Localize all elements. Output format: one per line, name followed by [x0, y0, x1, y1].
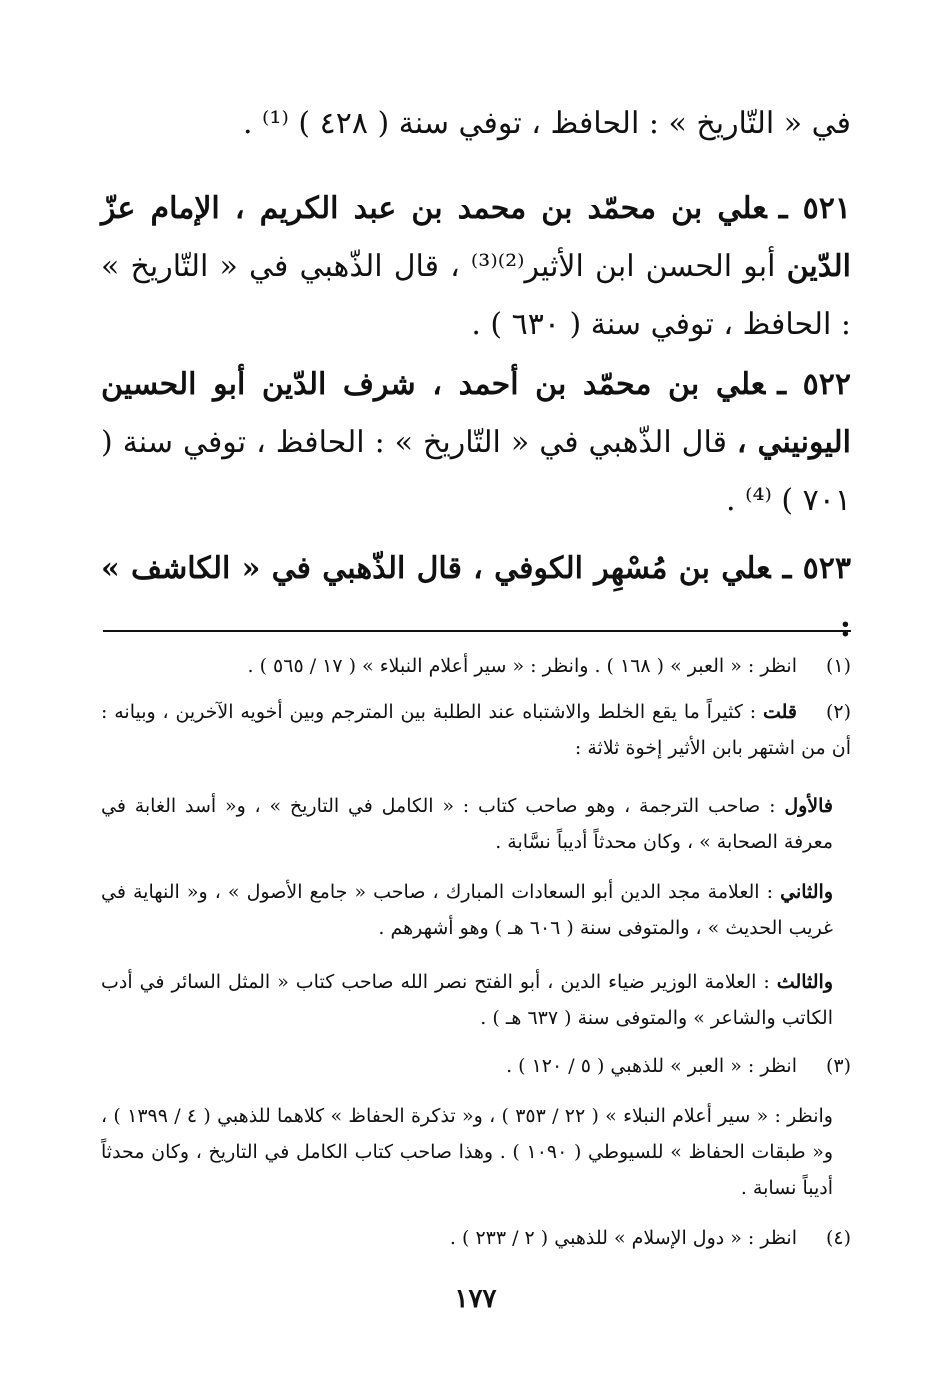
- page-number: ١٧٧: [454, 1284, 497, 1314]
- footnote-2-second-brother: [101, 874, 833, 946]
- paragraph-lead: والثاني: [780, 881, 834, 903]
- entry-521: [101, 180, 851, 354]
- paragraph-text: : صاحب الترجمة ، وهو صاحب كتاب : « الكامل في التاريخ » ، و« أسد الغابة في معرفة الصحابة » ، وكان محدثاً أديباً نسَّابة .: [101, 795, 833, 853]
- paragraph-text: : العلامة الوزير ضياء الدين ، أبو الفتح نصر الله صاحب كتاب « المثل السائر في أدب الكاتب والشاعر » والمتوفى سنة ( ٦٣٧ هـ ) .: [101, 971, 833, 1029]
- footnote-text: : كثيراً ما يقع الخلط والاشتباه عند الطلبة بين المترجم وبين أخويه الآخرين ، وبيانه : أن من اشتهر بابن الأثير إخوة ثلاثة :: [101, 701, 851, 759]
- footnote-2-first-brother: [101, 788, 833, 860]
- footnote-lead: قلت: [762, 701, 797, 723]
- footnote-text: انظر : « العبر » ( ١٦٨ ) . وانظر : « سير أعلام النبلاء » ( ١٧ / ٥٦٥ ) .: [247, 655, 797, 677]
- footnote-text: انظر : « دول الإسلام » للذهبي ( ٢ / ٢٣٣ ) .: [449, 1227, 797, 1249]
- paragraph-lead: فالأول: [784, 795, 833, 817]
- footnote-3: [101, 1048, 851, 1084]
- footnote-2-third-brother: [101, 964, 833, 1036]
- footnote-separator: [103, 630, 851, 632]
- entry-heading: علي بن محمّد بن أحمد ، شرف الدّين أبو الحسين اليونيني ،: [101, 367, 851, 460]
- footnote-number: (٤): [825, 1227, 851, 1249]
- footnote-1: [101, 648, 851, 684]
- paragraph-text: : العلامة مجد الدين أبو السعادات المبارك ، صاحب « جامع الأصول » ، و« النهاية في غريب الحديث » ، والمتوفى سنة ( ٦٠٦ هـ ) وهو أشهرهم .: [101, 881, 833, 939]
- entry-523: [101, 540, 851, 656]
- footnote-text: انظر : « العبر » للذهبي ( ٥ / ١٢٠ ) .: [506, 1055, 797, 1077]
- footnote-4: [101, 1220, 851, 1256]
- footnote-3-continuation: [101, 1098, 833, 1206]
- entry-number: ٥٢٣ ـ: [782, 551, 852, 586]
- footnote-number: (١): [825, 655, 851, 677]
- entry-522: [101, 356, 851, 530]
- footnote-number: (٣): [825, 1055, 851, 1077]
- entry-heading: علي بن مُسْهِر الكوفي ، قال الذّهبي في « الكاشف » :: [101, 551, 851, 644]
- entry-text: أبو الحسن ابن الأثير⁽²⁾⁽³⁾ ، قال الذّهبي في « التّاريخ » : الحافظ ، توفي سنة ( ٦٣٠ ) .: [101, 249, 851, 342]
- footnote-number: (٢): [825, 701, 851, 723]
- continuation-line: في « التّاريخ » : الحافظ ، توفي سنة ( ٤٢٨ ) ⁽¹⁾ .: [242, 106, 851, 141]
- paragraph-text: وانظر : « سير أعلام النبلاء » ( ٢٢ / ٣٥٣ ) ، و« تذكرة الحفاظ » كلاهما للذهبي ( ٤ / ١٣٩٩ ) ، و« طبقات الحفاظ » للسيوطي ( ١٠٩٠ ) . وهذا صاحب كتاب الكامل في التاريخ ، وكان محدثاً أديباً نسابة .: [101, 1105, 834, 1199]
- entry-number: ٥٢١ ـ: [778, 191, 851, 226]
- entry-heading: علي بن محمّد بن محمد بن عبد الكريم ، الإمام عزّ الدّين: [101, 191, 851, 284]
- entry-text: قال الذّهبي في « التّاريخ » : الحافظ ، توفي سنة ( ٧٠١ ) ⁽⁴⁾ .: [101, 425, 851, 518]
- entry-number: ٥٢٢ ـ: [777, 367, 852, 402]
- footnote-2: [101, 694, 851, 766]
- paragraph-lead: والثالث: [776, 971, 833, 993]
